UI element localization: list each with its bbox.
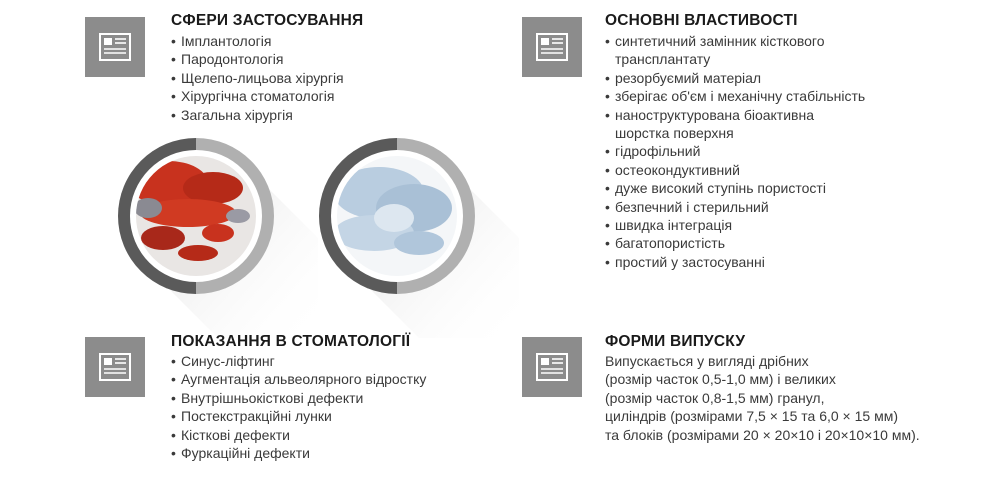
list-item-line: трансплантату <box>615 51 711 68</box>
applications-list <box>171 32 344 124</box>
section-title: СФЕРИ ЗАСТОСУВАННЯ <box>171 12 364 29</box>
list-item: • швидка інтеграція <box>605 216 865 234</box>
newspaper-icon <box>522 17 582 77</box>
description-line: циліндрів (розмірами 7,5 × 15 та 6,0 × 15 мм) <box>605 408 898 425</box>
list-item: • Кісткові дефекти <box>171 426 426 444</box>
list-item-line: • наноструктурована біоактивна <box>615 106 814 123</box>
list-item: • Хірургічна стоматологія <box>171 87 344 105</box>
list-item-line: шорстка поверхня <box>615 125 734 142</box>
list-item <box>605 32 865 69</box>
list-item-line: • синтетичний замінник кісткового <box>615 33 825 49</box>
list-item: • Синус-ліфтинг <box>171 352 426 370</box>
list-item: • багатопористість <box>605 234 865 252</box>
description-line: та блоків (розмірами 20 × 20×10 і 20×10×10 мм). <box>605 426 920 443</box>
list-item: • остеокондуктивний <box>605 161 865 179</box>
list-item <box>605 106 865 143</box>
list-item: • Внутрішньокісткові дефекти <box>171 389 426 407</box>
indications-list <box>171 352 426 462</box>
list-item: • гідрофільний <box>605 142 865 160</box>
description-line: (розмір часток 0,8-1,5 мм) гранул, <box>605 389 825 406</box>
newspaper-icon <box>85 337 145 397</box>
list-item: • Загальна хірургія <box>171 106 344 124</box>
description-line: Випускається у вигляді дрібних <box>605 353 809 369</box>
forms-description <box>605 352 920 444</box>
list-item: • дуже високий ступінь пористості <box>605 179 865 197</box>
properties-list <box>605 32 865 271</box>
blue-granules-image <box>319 138 519 343</box>
list-item: • Щелепо-лицьова хірургія <box>171 69 344 87</box>
red-granules-image <box>118 138 318 343</box>
list-item: • Фуркаційні дефекти <box>171 444 426 462</box>
list-item: • безпечний і стерильний <box>605 198 865 216</box>
list-item: • резорбуємий матеріал <box>605 69 865 87</box>
list-item: • Постекстракційні лунки <box>171 407 426 425</box>
section-title: ФОРМИ ВИПУСКУ <box>605 333 746 350</box>
description-line: (розмір часток 0,5-1,0 мм) і великих <box>605 371 836 388</box>
newspaper-icon <box>522 337 582 397</box>
newspaper-icon <box>85 17 145 77</box>
section-title: ПОКАЗАННЯ В СТОМАТОЛОГІЇ <box>171 333 411 350</box>
list-item: • Аугментація альвеолярного відростку <box>171 370 426 388</box>
list-item: • Пародонтологія <box>171 50 344 68</box>
section-title: ОСНОВНІ ВЛАСТИВОСТІ <box>605 12 798 29</box>
list-item: • Імплантологія <box>171 32 344 50</box>
list-item: • зберігає об'єм і механічну стабільність <box>605 87 865 105</box>
list-item: • простий у застосуванні <box>605 253 865 271</box>
